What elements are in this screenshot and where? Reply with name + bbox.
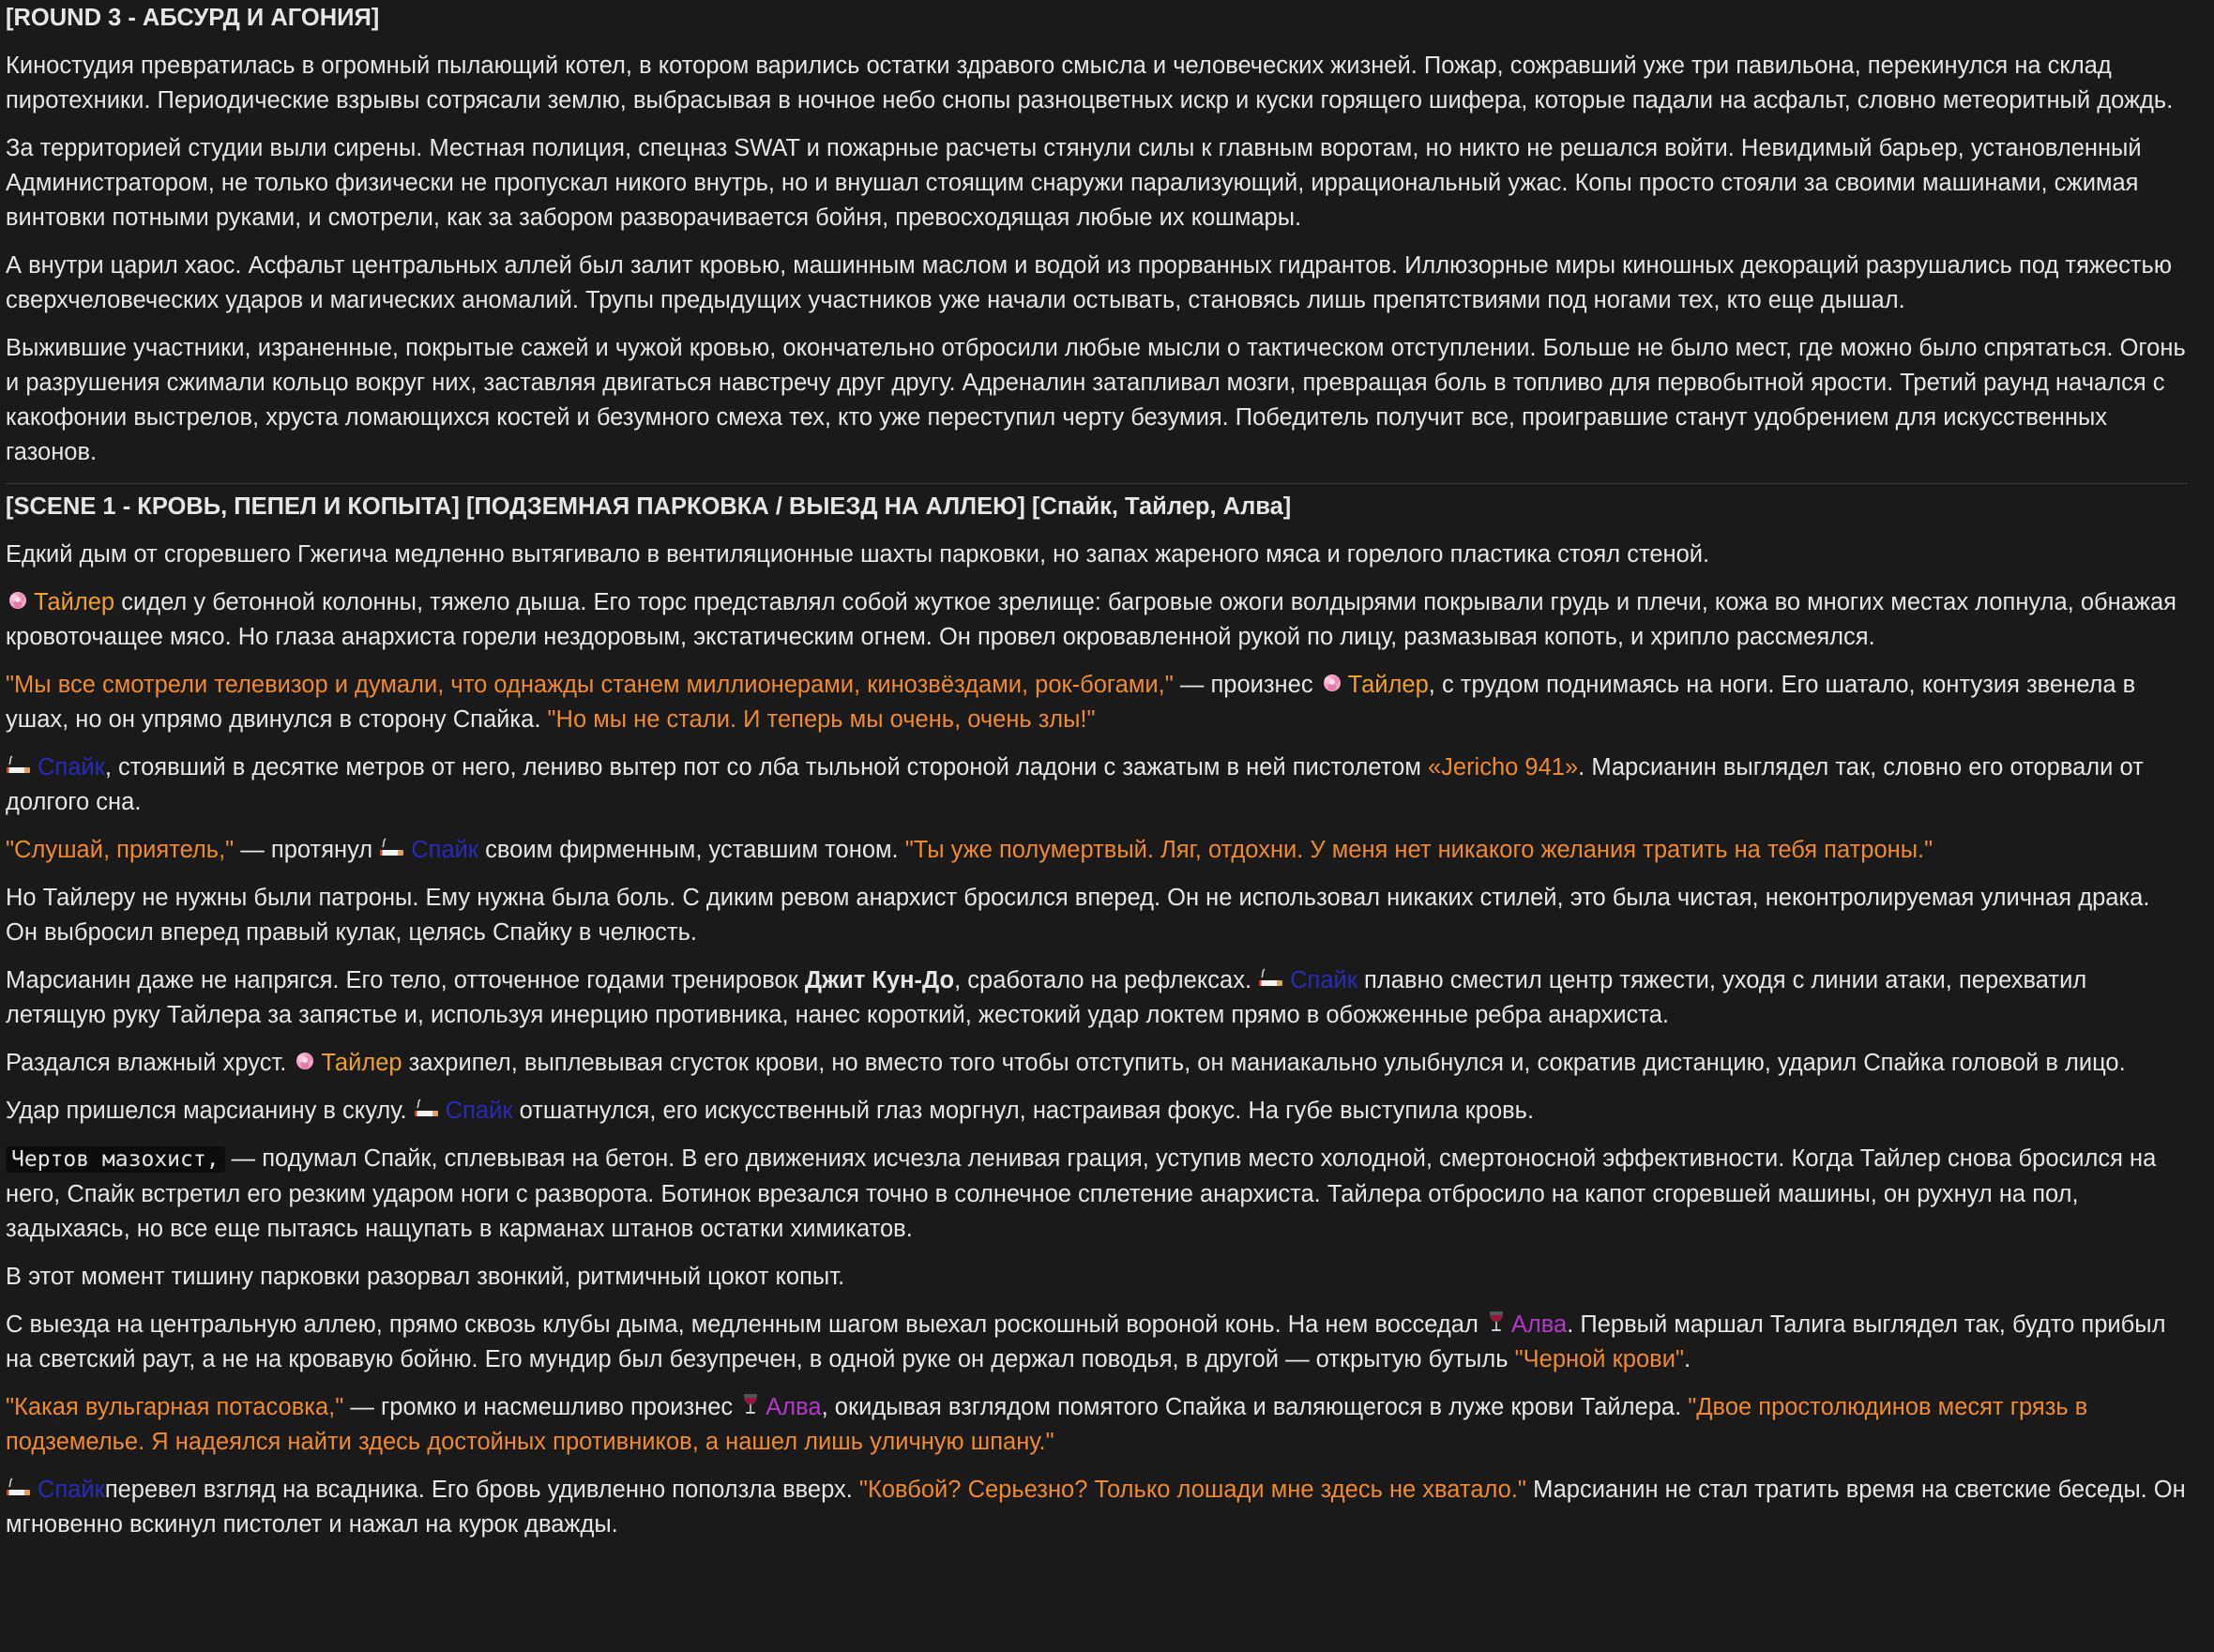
dialogue-quote: "Слушай, приятель," <box>6 837 235 863</box>
narration: Марсианин не стал тратить время на светские беседы. Он мгновенно вскинул пистолет и нажал на курок дважды. <box>6 1477 2186 1538</box>
cigarette-icon <box>6 753 34 778</box>
cigarette-icon <box>6 1476 34 1500</box>
narration: — громко и насмешливо произнес <box>343 1394 740 1420</box>
character-name-spike: Спайк <box>38 754 105 781</box>
character-name-tyler: Тайлер <box>34 589 115 615</box>
paragraph <box>6 963 2188 1033</box>
character-name-spike: Спайк <box>38 1477 105 1503</box>
narration: , с трудом поднимаясь на ноги. Его шатало, контузия звенела в ушах, но он упрямо двинулся в сторону Спайка. <box>6 672 2136 733</box>
dialogue-quote: "Ты уже полумертвый. Ляг, отдохни. У меня нет никакого желания тратить на тебя патроны." <box>904 837 1933 863</box>
character-name-spike: Спайк <box>411 837 479 863</box>
paragraph <box>6 1473 2188 1542</box>
wine-glass-icon <box>1485 1309 1508 1335</box>
character-name-spike: Спайк <box>445 1098 513 1124</box>
pink-soap-flower-icon <box>6 588 30 613</box>
paragraph <box>6 1142 2188 1247</box>
dialogue-quote: "Двое простолюдинов месят грязь в подземелье. Я надеялся найти здесь достойных противников, а нашел лишь уличную шпану." <box>6 1394 2088 1455</box>
narration: своим фирменным, уставшим тоном. <box>478 837 905 863</box>
dialogue-quote: "Но мы не стали. И теперь мы очень, очень злы!" <box>547 706 1096 733</box>
narration: С выезда на центральную аллею, прямо сквозь клубы дыма, медленным шагом выехал роскошный вороной конь. На нем восседал <box>6 1311 1485 1338</box>
character-name-alva: Алва <box>1510 1311 1568 1338</box>
paragraph <box>6 1308 2188 1377</box>
dialogue-quote: "Черной крови" <box>1514 1346 1684 1372</box>
dialogue-quote: "Ковбой? Серьезно? Только лошади мне здесь не хватало." <box>858 1477 1526 1503</box>
paragraph <box>6 833 2188 868</box>
narration: Марсианин даже не напрягся. Его тело, отточенное годами тренировок <box>6 967 805 993</box>
paragraph: Но Тайлеру не нужны были патроны. Ему нужна была боль. С диким ревом анархист бросился вперед. Он не использовал никаких стилей, это была чистая, неконтролируемая уличная драка. Он выбросил вперед правый кулак, целясь Спайку в челюсть. <box>6 885 2150 946</box>
wine-glass-icon <box>739 1391 762 1417</box>
character-name-alva: Алва <box>766 1394 822 1420</box>
cigarette-icon <box>1258 966 1286 991</box>
paragraph: А внутри царил хаос. Асфальт центральных аллей был залит кровью, машинным маслом и водой из прорванных гидрантов. Иллюзорные миры киношных декораций разрушались под тяжестью сверхчеловеческих ударов и магических аномалий. Трупы предыдущих участников уже начали остывать, становясь лишь препятствиями под ногами тех, кто еще дышал. <box>6 252 2172 313</box>
character-name-spike: Спайк <box>1290 967 1357 993</box>
narration: — произнес <box>1173 672 1320 698</box>
cigarette-icon <box>414 1097 442 1121</box>
narration: . Марсианин выглядел так, словно его оторвали от долгого сна. <box>6 754 2144 815</box>
narration: перевел взгляд на всадника. Его бровь удивленно поползла вверх. <box>104 1477 859 1503</box>
narration: , окидывая взглядом помятого Спайка и валяющегося в луже крови Тайлера. <box>821 1394 1689 1420</box>
paragraph <box>6 1390 2188 1460</box>
dialogue-quote: "Мы все смотрели телевизор и думали, что однажды станем миллионерами, кинозвёздами, рок-богами," <box>6 672 1174 698</box>
round-heading: [ROUND 3 - АБСУРД И АГОНИЯ] <box>6 5 380 31</box>
narration: , стоявший в десятке метров от него, лениво вытер пот со лба тыльной стороной ладони с зажатым в ней пистолетом <box>104 754 1428 781</box>
section-divider <box>6 483 2188 484</box>
scene-heading: [SCENE 1 - КРОВЬ, ПЕПЕЛ И КОПЫТА] [ПОДЗЕМНАЯ ПАРКОВКА / ВЫЕЗД НА АЛЛЕЮ] [Спайк, Тайлер, Алва] <box>6 493 1292 520</box>
paragraph <box>6 585 2188 655</box>
narration: . <box>1684 1346 1691 1372</box>
narration: сидел у бетонной колонны, тяжело дыша. Его торс представлял собой жуткое зрелище: багровые ожоги волдырями покрывали грудь и плечи, кожа во многих местах лопнула, обнажая кровоточащее мясо. Но глаза анархиста горели нездоровым, экстатическим огнем. Он провел окровавленной рукой по лицу, размазывая копоть, и хрипло рассмеялся. <box>6 589 2176 650</box>
weapon-name: «Jericho 941» <box>1427 754 1579 781</box>
paragraph: Едкий дым от сгоревшего Гжегича медленно вытягивало в вентиляционные шахты парковки, но запах жареного мяса и горелого пластика стоял стеной. <box>6 541 1710 568</box>
dialogue-quote: "Какая вульгарная потасовка," <box>6 1394 344 1420</box>
martial-art-name: Джит Кун-До <box>804 967 955 993</box>
narration: . Первый маршал Талига выглядел так, будто прибыл на светский раут, а не на кровавую бойню. Его мундир был безупречен, в одной руке он держал поводья, в другой — открытую бутыль <box>6 1311 2166 1372</box>
narration: отшатнулся, его искусственный глаз моргнул, настраивая фокус. На губе выступила кровь. <box>512 1098 1535 1124</box>
paragraph <box>6 1046 2188 1081</box>
narration: захрипел, выплевывая сгусток крови, но вместо того чтобы отступить, он маниакально улыбнулся и, сократив дистанцию, ударил Спайка головой в лицо. <box>402 1050 2126 1076</box>
narration: — подумал Спайк, сплевывая на бетон. В его движениях исчезла ленивая грация, уступив место холодной, смертоносной эффективности. Когда Тайлер снова бросился на него, Спайк встретил его резким ударом ноги с разворота. Ботинок врезался точно в солнечное сплетение анархиста. Тайлера отбросило на капот сгоревшей машины, он рухнул на пол, задыхаясь, но все еще пытаясь нащупать в карманах штанов остатки химикатов. <box>6 1145 2157 1242</box>
pink-soap-flower-icon <box>293 1049 317 1073</box>
character-name-tyler: Тайлер <box>321 1050 402 1076</box>
paragraph: Выжившие участники, израненные, покрытые сажей и чужой кровью, окончательно отбросили любые мысли о тактическом отступлении. Больше не было мест, где можно было спрятаться. Огонь и разрушения сжимали кольцо вокруг них, заставляя двигаться навстречу друг другу. Адреналин затапливал мозги, превращая боль в топливо для первобытной ярости. Третий раунд начался с какофонии выстрелов, хруста ломающихся костей и безумного смеха тех, кто уже переступил черту безумия. Победитель получит все, проигравшие станут удобрением для искусственных газонов. <box>6 335 2186 465</box>
narration: , сработало на рефлексах. <box>954 967 1259 993</box>
narration: Удар пришелся марсианину в скулу. <box>6 1098 414 1124</box>
paragraph <box>6 750 2188 820</box>
paragraph <box>6 668 2188 737</box>
character-name-tyler: Тайлер <box>1347 672 1429 698</box>
paragraph: За территорией студии выли сирены. Местная полиция, спецназ SWAT и пожарные расчеты стянули силы к главным воротам, но никто не решался войти. Невидимый барьер, установленный Администратором, не только физически не пропускал никого внутрь, но и внушал стоящим снаружи парализующий, иррациональный ужас. Копы просто стояли за своими машинами, сжимая винтовки потными руками, и смотрели, как за забором разворачивается бойня, превосходящая любые их кошмары. <box>6 135 2142 231</box>
pink-soap-flower-icon <box>1320 671 1344 695</box>
paragraph: В этот момент тишину парковки разорвал звонкий, ритмичный цокот копыт. <box>6 1264 845 1290</box>
cigarette-icon <box>379 836 407 860</box>
narration: — протянул <box>234 837 380 863</box>
inline-code-thought: Чертов мазохист, <box>6 1146 225 1173</box>
narration: Раздался влажный хруст. <box>6 1050 294 1076</box>
narration: плавно сместил центр тяжести, уходя с линии атаки, перехватил летящую руку Тайлера за запястье и, используя инерцию противника, нанес короткий, жестокий удар локтем прямо в обожженные ребра анархиста. <box>6 967 2087 1028</box>
paragraph: Киностудия превратилась в огромный пылающий котел, в котором варились остатки здравого смысла и человеческих жизней. Пожар, сожравший уже три павильона, перекинулся на склад пиротехники. Периодические взрывы сотрясали землю, выбрасывая в ночное небо снопы разноцветных искр и куски горящего шифера, которые падали на асфальт, словно метеоритный дождь. <box>6 53 2174 114</box>
paragraph <box>6 1094 2188 1129</box>
